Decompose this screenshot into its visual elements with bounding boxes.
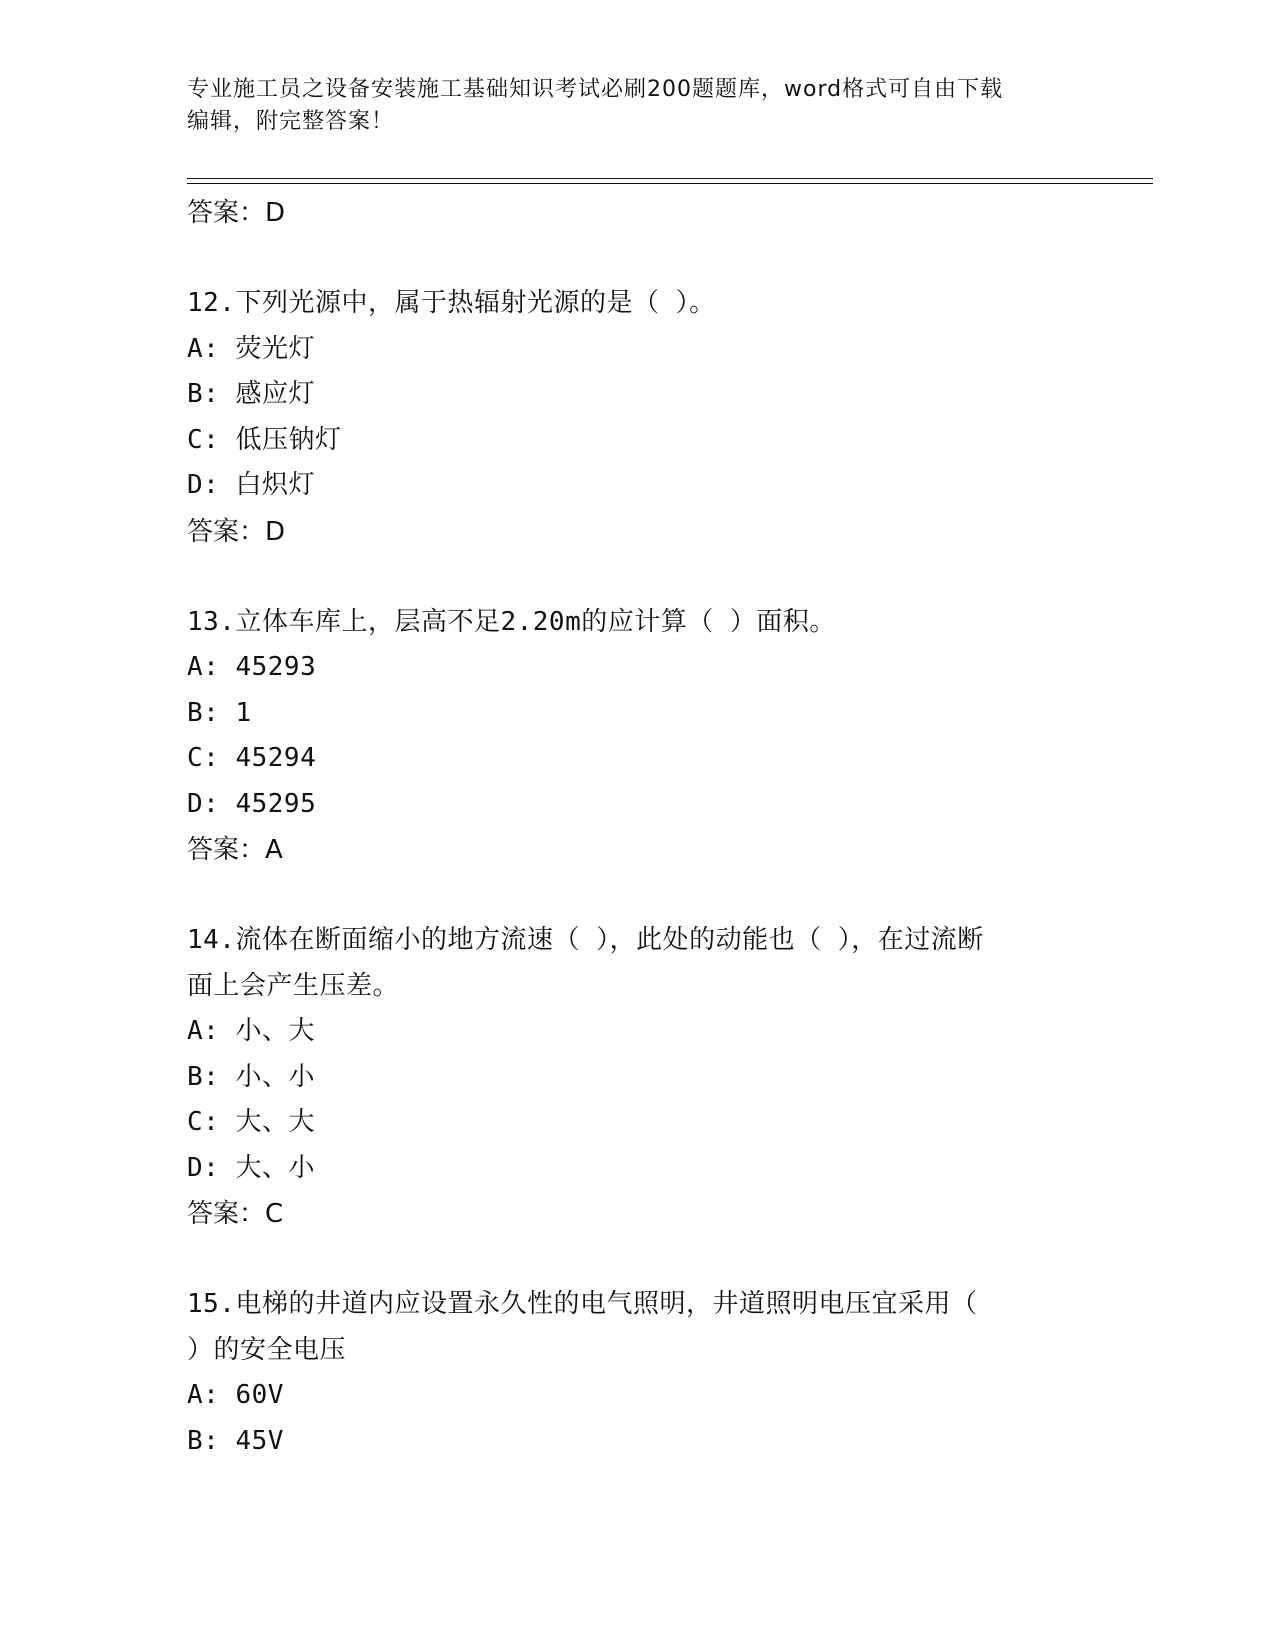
question-14 [187, 918, 1087, 1237]
question-stem: 15.电梯的井道内应设置永久性的电气照明，井道照明电压宜采用（ [187, 1289, 978, 1319]
option-b: B: 感应灯 [187, 379, 315, 409]
header-title-line-1: 专业施工员之设备安装施工基础知识考试必刷200题题库，word格式可自由下载 [187, 77, 1004, 102]
previous-question-answer: 答案：D [187, 198, 286, 228]
option-d: D: 45295 [187, 788, 317, 819]
option-b: B: 1 [187, 697, 252, 728]
question-12 [187, 281, 1087, 555]
header-title-line-2: 编辑，附完整答案！ [187, 109, 395, 134]
option-d: D: 大、小 [187, 1152, 315, 1183]
question-answer: 答案：D [187, 516, 286, 547]
header-divider-bottom [187, 183, 1153, 184]
question-stem: 14.流体在断面缩小的地方流速（ ），此处的动能也（ ），在过流断 [187, 925, 984, 955]
option-c: C: 45294 [187, 743, 317, 773]
option-b: B: 45V [187, 1425, 284, 1456]
question-15 [187, 1282, 1087, 1464]
spacer [187, 236, 1087, 281]
spacer [187, 873, 1087, 918]
option-c: C: 大、大 [187, 1107, 315, 1137]
spacer [187, 555, 1087, 600]
question-stem: 12.下列光源中，属于热辐射光源的是（ ）。 [187, 288, 716, 318]
option-b: B: 小、小 [187, 1061, 315, 1092]
spacer [187, 1237, 1087, 1282]
document-header [187, 74, 1067, 138]
question-answer: 答案：C [187, 1199, 284, 1229]
question-list [187, 190, 1087, 1464]
question-stem-continued: 面上会产生压差。 [187, 970, 400, 1001]
option-c: C: 低压钠灯 [187, 424, 342, 455]
question-stem-continued: ）的安全电压 [187, 1334, 347, 1365]
option-d: D: 白炽灯 [187, 470, 315, 500]
question-13 [187, 600, 1087, 874]
header-divider-top [187, 178, 1153, 179]
option-a: A: 小、大 [187, 1016, 315, 1046]
option-a: A: 60V [187, 1380, 284, 1410]
option-a: A: 荧光灯 [187, 333, 315, 364]
question-stem: 13.立体车库上，层高不足2.20m的应计算（ ）面积。 [187, 606, 836, 637]
question-answer: 答案：A [187, 835, 283, 865]
option-a: A: 45293 [187, 652, 317, 682]
